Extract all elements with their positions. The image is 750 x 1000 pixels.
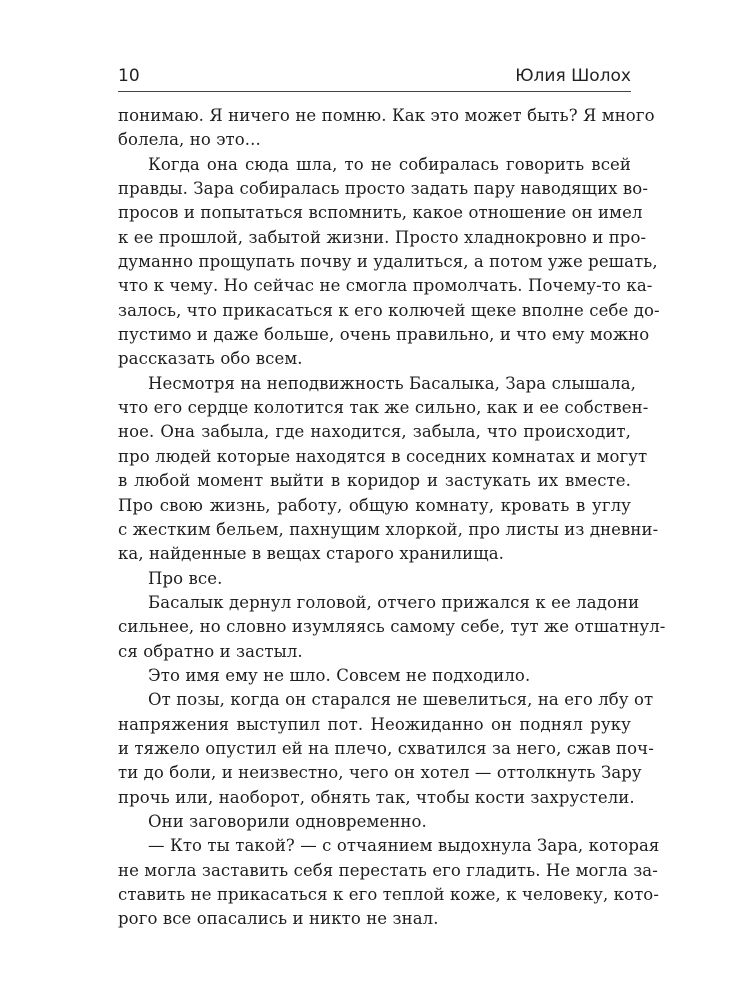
- text-line: залось, что прикасаться к его колючей щеке вполне себе до-: [118, 300, 660, 320]
- book-author: Юлия Шолох: [515, 66, 631, 86]
- text-line: и тяжело опустил ей на плечо, схватился за него, сжав поч-: [118, 738, 654, 758]
- text-line: болела, но это...: [118, 130, 261, 150]
- header-rule: [118, 91, 631, 92]
- text-line: сильнее, но словно изумляясь самому себе, тут же отшатнул-: [118, 617, 666, 637]
- text-line: ное. Она забыла, где находится, забыла, что происходит,: [118, 422, 631, 442]
- text-line: рого все опасались и никто не знал.: [118, 909, 439, 929]
- text-line: с жестким бельем, пахнущим хлоркой, про листы из дневни-: [118, 519, 659, 539]
- text-line: Про свою жизнь, работу, общую комнату, кровать в углу: [118, 495, 631, 515]
- text-line: ся обратно и застыл.: [118, 641, 303, 661]
- running-head: [118, 61, 631, 91]
- text-line: ти до боли, и неизвестно, чего он хотел — оттолкнуть Зару: [118, 763, 642, 783]
- text-line: Это имя ему не шло. Совсем не подходило.: [148, 665, 531, 685]
- text-line: пустимо и даже больше, очень правильно, и что ему можно: [118, 325, 650, 345]
- text-line: что его сердце колотится так же сильно, как и ее собствен-: [118, 398, 649, 418]
- text-line: не могла заставить себя перестать его гладить. Не могла за-: [118, 860, 658, 880]
- text-line: рассказать обо всем.: [118, 349, 303, 369]
- text-line: Когда она сюда шла, то не собиралась говорить всей: [148, 154, 631, 174]
- text-line: Про все.: [148, 568, 223, 588]
- text-line: — Кто ты такой? — с отчаянием выдохнула Зара, которая: [148, 836, 660, 856]
- text-line: просов и попытаться вспомнить, какое отношение он имел: [118, 203, 643, 223]
- text-line: ка, найденные в вещах старого хранилища.: [118, 544, 504, 564]
- text-line: От позы, когда он старался не шевелиться, на его лбу от: [148, 690, 654, 710]
- text-line: напряжения выступил пот. Неожиданно он поднял руку: [118, 714, 631, 734]
- text-line: Они заговорили одновременно.: [148, 811, 427, 831]
- text-line: что к чему. Но сейчас не смогла промолчать. Почему-то ка-: [118, 276, 653, 296]
- text-line: прочь или, наоборот, обнять так, чтобы кости захрустели.: [118, 787, 635, 807]
- text-line: про людей которые находятся в соседних комнатах и могут: [118, 446, 648, 466]
- text-line: Басалык дернул головой, отчего прижался к ее ладони: [148, 592, 640, 612]
- text-line: к ее прошлой, забытой жизни. Просто хладнокровно и про-: [118, 227, 647, 247]
- text-line: в любой момент выйти в коридор и застукать их вместе.: [118, 471, 631, 491]
- text-line: понимаю. Я ничего не помню. Как это может быть? Я много: [118, 106, 655, 125]
- text-line: ставить не прикасаться к его теплой коже, к человеку, кото-: [118, 885, 660, 904]
- text-line: Несмотря на неподвижность Басалыка, Зара слышала,: [148, 373, 636, 393]
- text-line: думанно прощупать почву и удалиться, а потом уже решать,: [118, 252, 658, 272]
- page-number: 10: [118, 66, 140, 86]
- text-line: правды. Зара собиралась просто задать пару наводящих во-: [118, 179, 649, 199]
- text-body: [118, 104, 666, 932]
